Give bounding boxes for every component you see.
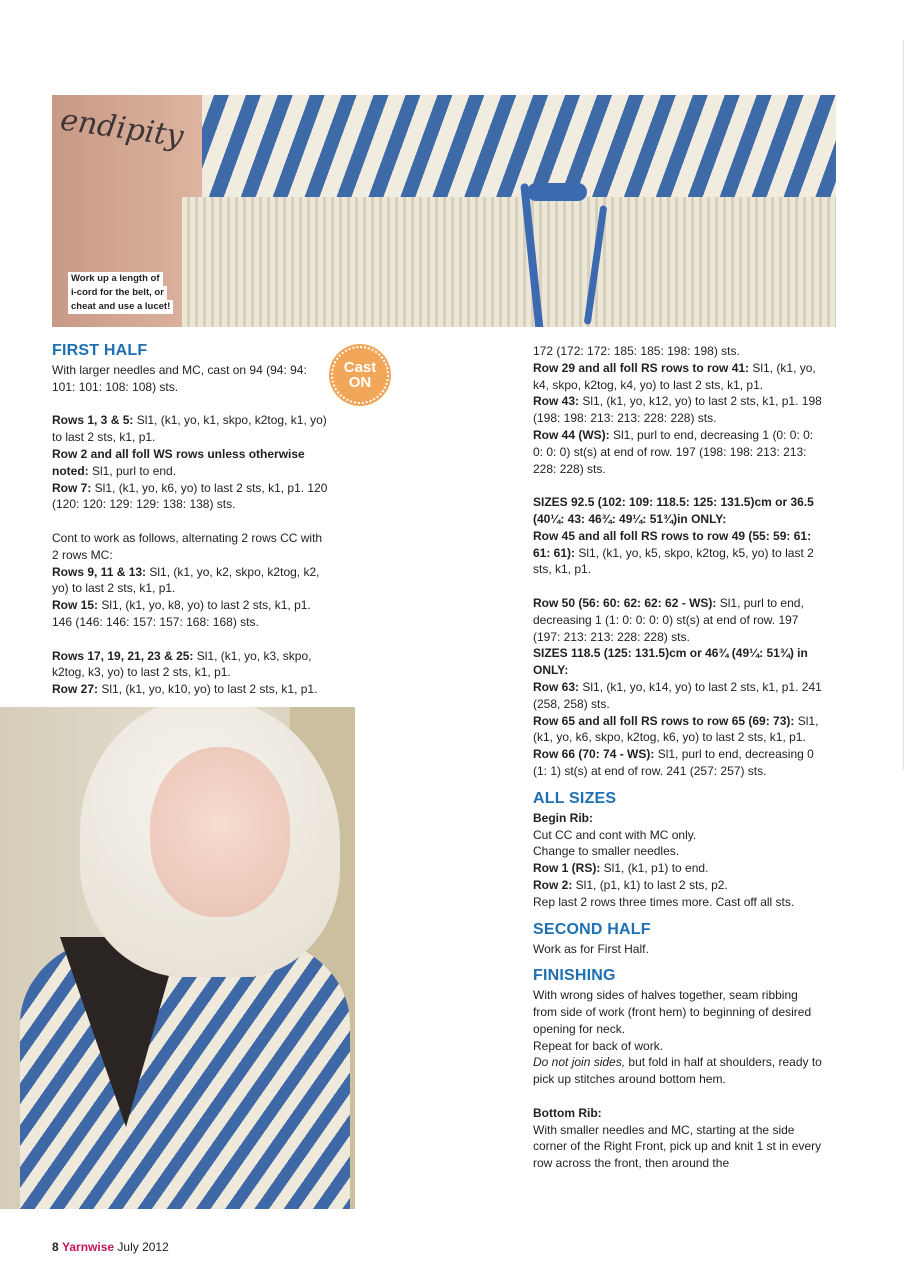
page-edge-rule — [903, 40, 904, 770]
row-instruction: Rows 17, 19, 21, 23 & 25: Sl1, (k1, yo, k3, skpo, k2tog, k3, yo) to last 2 sts, k1, p1. — [52, 648, 312, 680]
row-instruction: Row 29 and all foll RS rows to row 41: Sl1, (k1, yo, k4, skpo, k2tog, k4, yo) to last 2 sts, k1, p1. — [533, 360, 816, 392]
all-sizes-heading: ALL SIZES — [533, 789, 617, 807]
row-instruction: Row 7: Sl1, (k1, yo, k6, yo) to last 2 sts, k1, p1. 120 (120: 120: 129: 129: 138: 138) sts. — [52, 480, 328, 512]
cast-on-instructions: With larger needles and MC, cast on 94 (94: 94: 101: 101: 108: 108) sts. — [52, 363, 307, 394]
bottom-rib-text: With smaller needles and MC, starting at the side corner of the Right Front, pick up and knit 1 st in every row across the front, then around the — [533, 1122, 822, 1171]
model-photo — [0, 707, 355, 1209]
finishing-text: Repeat for back of work. — [533, 1038, 664, 1053]
right-column — [533, 343, 823, 1172]
cont-instructions: Cont to work as follows, alternating 2 rows CC with 2 rows MC: — [52, 530, 323, 562]
photo-caption — [68, 272, 173, 314]
bottom-rib-label: Bottom Rib: — [533, 1105, 602, 1120]
row-instruction: Row 44 (WS): Sl1, purl to end, decreasing 1 (0: 0: 0: 0: 0: 0) st(s) at end of row. 197 (198: 198: 213: 213: 228: 228) sts. — [533, 427, 814, 476]
finishing-heading: FINISHING — [533, 967, 616, 985]
magazine-brand: Yarnwise — [62, 1240, 115, 1254]
badge-line1: Cast — [343, 359, 377, 376]
begin-rib-label: Begin Rib: — [533, 810, 593, 825]
first-half-heading: FIRST HALF — [52, 342, 148, 359]
finishing-text: Do not join sides, but fold in half at shoulders, ready to pick up stitches around bottom hem. — [533, 1055, 822, 1087]
row-instruction: Row 15: Sl1, (k1, yo, k8, yo) to last 2 sts, k1, p1. 146 (146: 146: 157: 157: 168: 168) sts. — [52, 598, 311, 629]
caption-line: cheat and use a lucet! — [68, 300, 173, 314]
caption-line: i-cord for the belt, or — [68, 286, 167, 300]
repeat-instruction: Rep last 2 rows three times more. Cast off all sts. — [533, 894, 795, 909]
page-footer — [52, 1240, 169, 1254]
row-instruction: Row 50 (56: 60: 62: 62: 62 - WS): Sl1, purl to end, decreasing 1 (1: 0: 0: 0: 0) st(s) at end of row. 197 (197: 213: 213: 228: 228) sts. — [533, 595, 804, 644]
row-instruction: Row 63: Sl1, (k1, yo, k14, yo) to last 2 sts, k1, p1. 241 (258, 258) sts. — [533, 679, 822, 711]
row-instruction: Row 27: Sl1, (k1, yo, k10, yo) to last 2 sts, k1, p1. — [52, 682, 318, 697]
stitch-count: 172 (172: 172: 185: 185: 198: 198) sts. — [533, 344, 740, 358]
row-instruction: Row 2: Sl1, (p1, k1) to last 2 sts, p2. — [533, 877, 728, 892]
finishing-text: With wrong sides of halves together, seam ribbing from side of work (front hem) to beginning of desired opening for neck. — [533, 988, 812, 1036]
striped-top — [20, 937, 350, 1209]
sizes-note: SIZES 118.5 (125: 131.5)cm or 46¾ (49¼: 51¾) in ONLY: — [533, 646, 808, 678]
row-instruction: Row 45 and all foll RS rows to row 49 (55: 59: 61: 61: 61): Sl1, (k1, yo, k5, skpo, k2tog, k5, yo) to last 2 sts, k1, p1. — [533, 528, 814, 577]
cut-instruction: Cut CC and cont with MC only. — [533, 827, 697, 842]
tattoo-text: endipity — [58, 102, 186, 155]
cast-on-badge — [331, 346, 389, 404]
row-instruction: Row 43: Sl1, (k1, yo, k12, yo) to last 2 sts, k1, p1. 198 (198: 198: 213: 213: 228: 228) sts. — [533, 394, 822, 426]
row-instruction: Row 1 (RS): Sl1, (k1, p1) to end. — [533, 861, 709, 876]
row-instruction: Rows 9, 11 & 13: Sl1, (k1, yo, k2, skpo, k2tog, k2, yo) to last 2 sts, k1, p1. — [52, 564, 320, 596]
caption-line: Work up a length of — [68, 272, 163, 286]
ribbed-hem — [182, 197, 836, 327]
issue-date: July 2012 — [117, 1240, 169, 1254]
badge-line2: ON — [348, 374, 372, 391]
row-instruction: Row 2 and all foll WS rows unless otherwise noted: Sl1, purl to end. — [52, 446, 305, 478]
model-face — [150, 747, 290, 917]
second-half-text: Work as for First Half. — [533, 941, 649, 956]
sizes-note: SIZES 92.5 (102: 109: 118.5: 125: 131.5)cm or 36.5 (40¼: 43: 46¾: 49¼: 51¾)in ONLY: — [533, 495, 814, 526]
icord-knot — [527, 183, 587, 201]
change-needles: Change to smaller needles. — [533, 844, 680, 859]
second-half-heading: SECOND HALF — [533, 920, 651, 938]
left-column — [52, 342, 332, 698]
row-instruction: Row 65 and all foll RS rows to row 65 (69: 73): Sl1, (k1, yo, k6, skpo, k2tog, k6, yo) to last 2 sts, k1, p1. — [533, 713, 819, 745]
row-instruction: Row 66 (70: 74 - WS): Sl1, purl to end, decreasing 0 (1: 1) st(s) at end of row. 241 (257: 257) sts. — [533, 747, 814, 778]
row-instruction: Rows 1, 3 & 5: Sl1, (k1, yo, k1, skpo, k2tog, k1, yo) to last 2 sts, k1, p1. — [52, 413, 327, 445]
page-number: 8 — [52, 1240, 59, 1254]
